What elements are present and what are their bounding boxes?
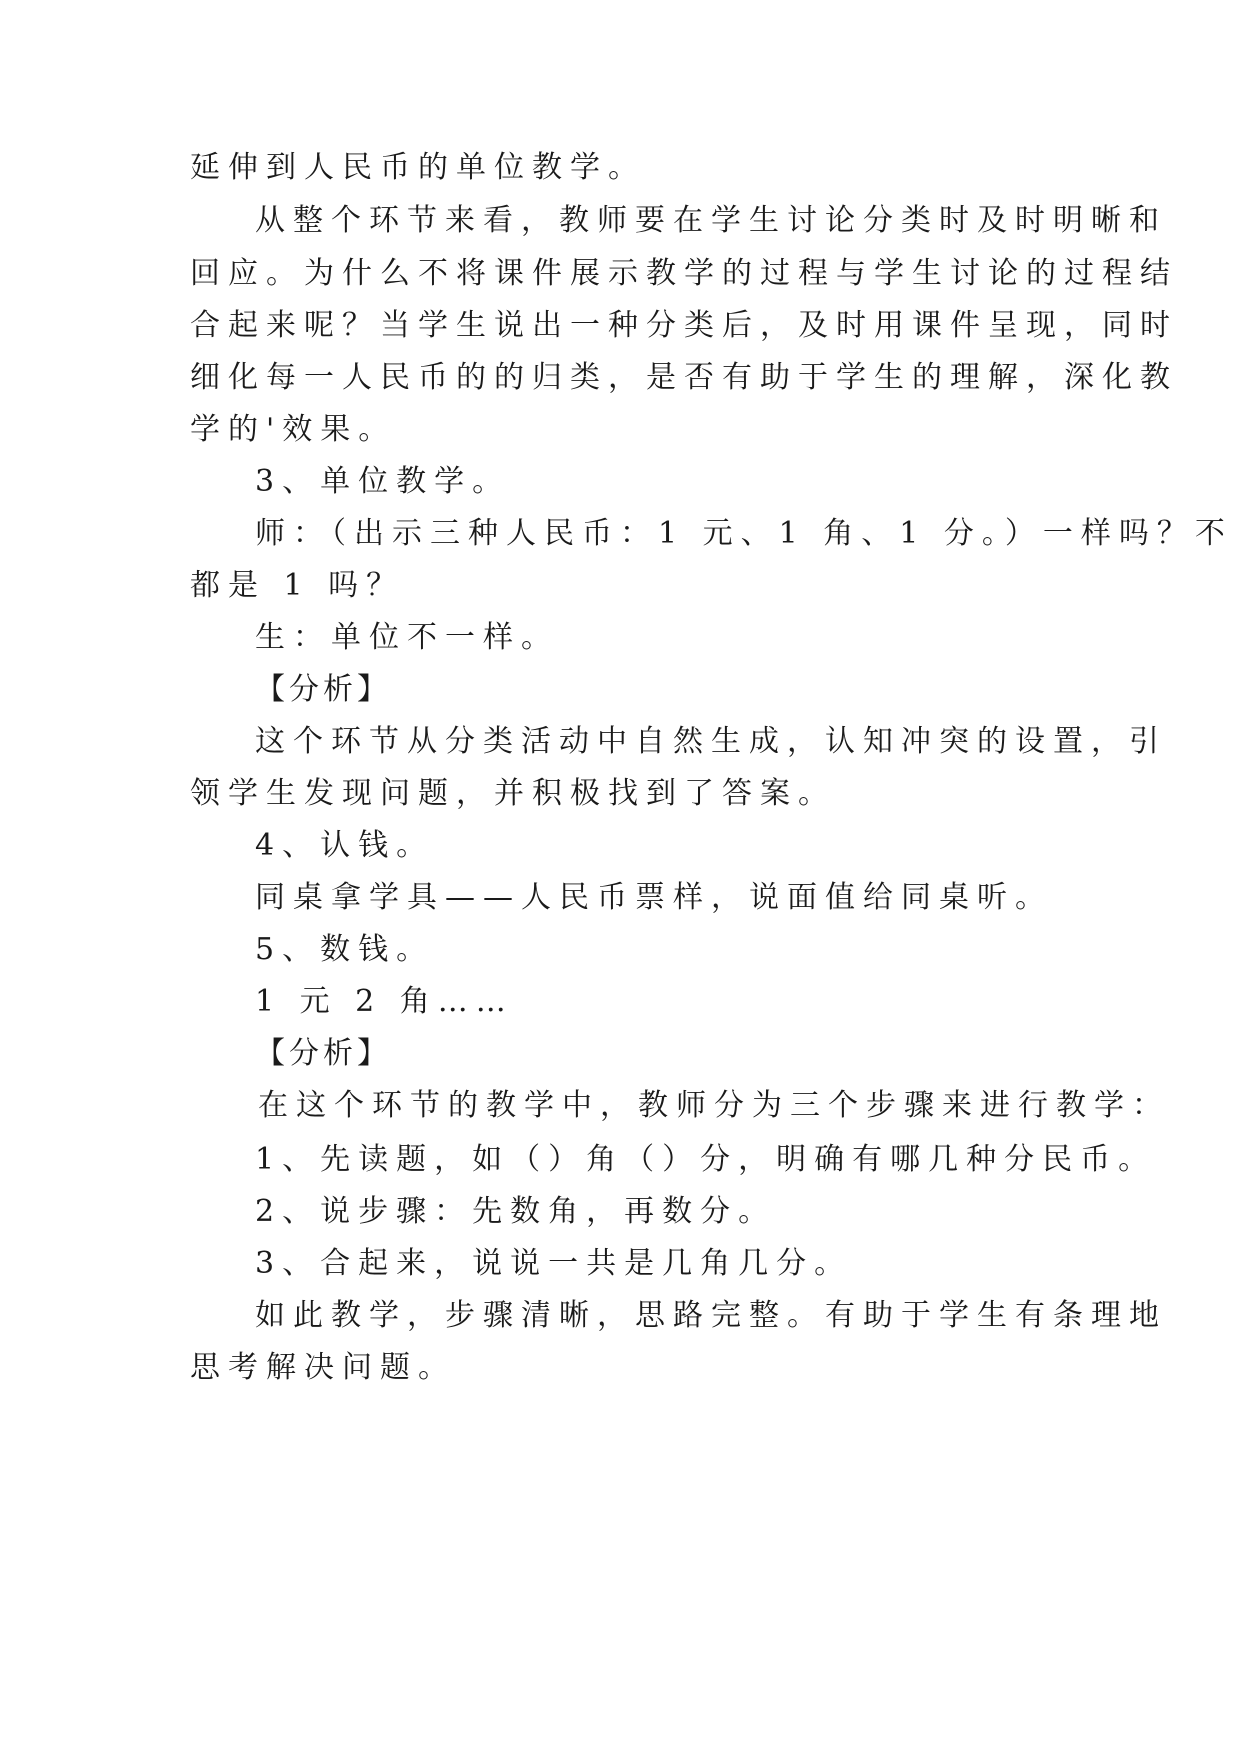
- list-item: 1、先读题，如（）角（）分，明确有哪几种分民币。: [255, 1142, 1157, 1177]
- paragraph-line: 生：单位不一样。: [255, 620, 559, 655]
- paragraph-line: 细化每一人民币的的归类，是否有助于学生的理解，深化教: [190, 360, 1178, 395]
- section-heading: 4、认钱。: [255, 828, 435, 863]
- paragraph-line: 师：（出示三种人民币：1 元、1 角、1 分。）一样吗？不: [255, 516, 1233, 551]
- paragraph-line: 学的'效果。: [190, 412, 397, 447]
- paragraph-line: 思考解决问题。: [190, 1350, 456, 1385]
- analysis-heading: 【分析】: [255, 672, 391, 707]
- paragraph-line: 如此教学，步骤清晰，思路完整。有助于学生有条理地: [255, 1298, 1167, 1333]
- paragraph-line: 回应。为什么不将课件展示教学的过程与学生讨论的过程结: [190, 256, 1178, 291]
- paragraph-line: 领学生发现问题，并积极找到了答案。: [190, 776, 836, 811]
- section-heading: 3、单位教学。: [255, 464, 511, 499]
- paragraph-line: 这个环节从分类活动中自然生成，认知冲突的设置，引: [255, 724, 1167, 759]
- paragraph-line: 在这个环节的教学中，教师分为三个步骤来进行教学：: [258, 1088, 1170, 1123]
- paragraph-line: 1 元 2 角……: [255, 984, 514, 1019]
- paragraph-line: 同桌拿学具——人民币票样，说面值给同桌听。: [255, 880, 1053, 915]
- paragraph-line: 都是 1 吗？: [190, 568, 405, 603]
- section-heading: 5、数钱。: [255, 932, 435, 967]
- analysis-heading: 【分析】: [255, 1036, 391, 1071]
- list-item: 2、说步骤：先数角，再数分。: [255, 1194, 777, 1229]
- list-item: 3、合起来，说说一共是几角几分。: [255, 1246, 853, 1281]
- paragraph-line: 从整个环节来看，教师要在学生讨论分类时及时明晰和: [255, 203, 1167, 238]
- paragraph-line: 延伸到人民币的单位教学。: [190, 150, 646, 185]
- paragraph-line: 合起来呢？当学生说出一种分类后，及时用课件呈现，同时: [190, 308, 1178, 343]
